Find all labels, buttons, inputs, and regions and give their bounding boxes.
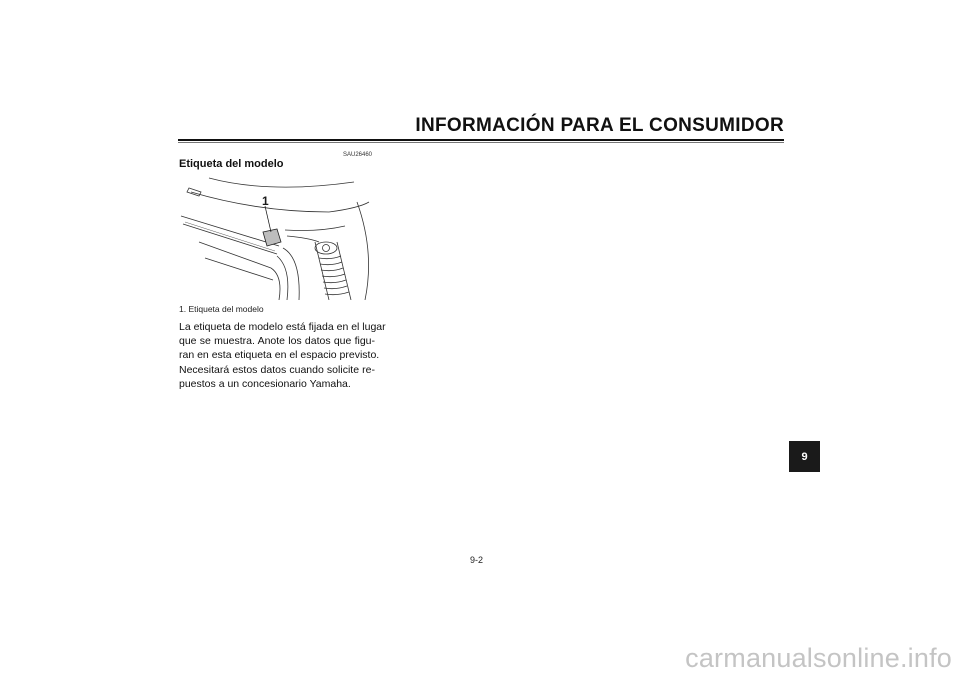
section-heading: Etiqueta del modelo	[179, 158, 284, 170]
figure-callout-number: 1	[262, 194, 269, 208]
chapter-tab: 9	[789, 441, 820, 472]
body-line: La etiqueta de modelo está fijada en el lugar	[179, 321, 386, 333]
model-label-sticker	[263, 229, 281, 246]
page-title: INFORMACIÓN PARA EL CONSUMIDOR	[415, 115, 784, 136]
title-rule	[178, 139, 784, 141]
watermark: carmanualsonline.info	[685, 643, 952, 673]
title-rule-thin	[178, 142, 784, 143]
body-line: puestos a un concesionario Yamaha.	[179, 377, 351, 390]
page-number: 9-2	[470, 555, 484, 565]
model-label-illustration	[179, 172, 375, 300]
body-line: que se muestra. Anote los datos que figu-	[179, 335, 375, 348]
body-line: Necesitará estos datos cuando solicite re-	[179, 363, 375, 376]
figure-caption: 1. Etiqueta del modelo	[179, 304, 264, 314]
section-ref-code: SAU26460	[343, 152, 373, 158]
body-line: ran en esta etiqueta en el espacio previsto.	[179, 349, 380, 362]
body-paragraph	[179, 320, 386, 391]
